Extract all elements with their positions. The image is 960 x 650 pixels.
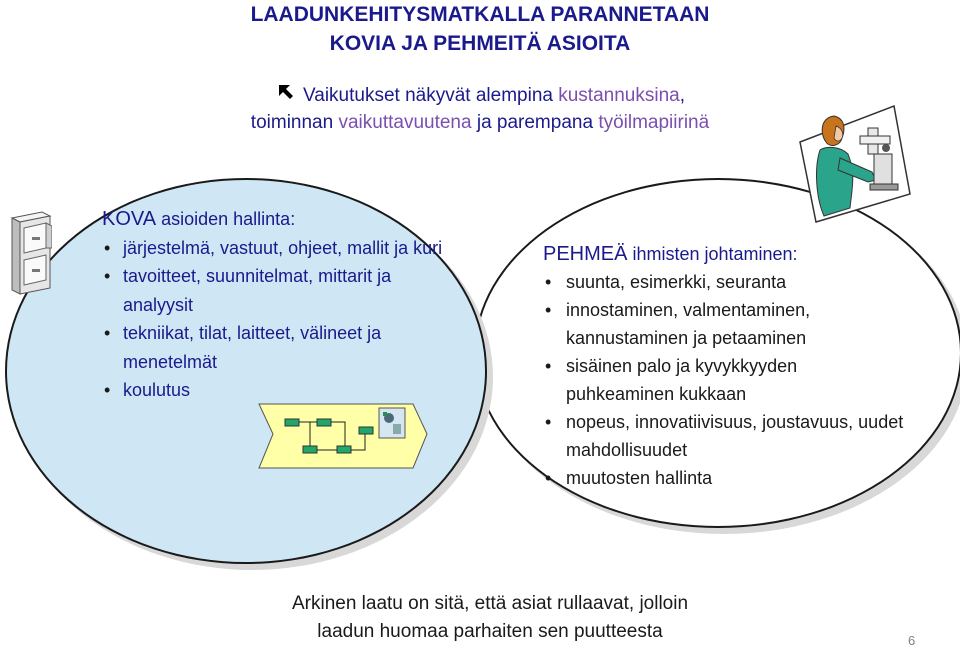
- pehmea-item: • suunta, esimerkki, seuranta: [543, 268, 943, 296]
- kova-heading-bold: KOVA: [102, 208, 157, 230]
- kova-item: • koulutus: [102, 376, 462, 405]
- process-flow-icon: [255, 400, 435, 477]
- arrow-up-left-icon: [275, 82, 297, 109]
- kova-list: [102, 234, 462, 405]
- pehmea-section: [543, 240, 943, 492]
- subtitle-text-1: Vaikutukset näkyvät alempina: [303, 85, 559, 106]
- subtitle-highlight-effectiveness: vaikuttavuutena: [338, 112, 472, 133]
- footer-statement: [0, 590, 960, 646]
- subtitle-highlight-atmosphere: työilmapiirinä: [598, 112, 710, 133]
- pehmea-heading-bold: PEHMEÄ: [543, 243, 628, 265]
- scientist-microscope-icon: [790, 98, 920, 233]
- title-line-2: KOVIA JA PEHMEITÄ ASIOITA: [329, 32, 631, 55]
- pehmea-list: [543, 268, 943, 492]
- kova-heading: [102, 205, 462, 234]
- kova-item: • tavoitteet, suunnitelmat, mittarit ja analyysit: [102, 262, 443, 319]
- kova-section: [102, 205, 462, 405]
- title-line-1: LAADUNKEHITYSMATKALLA PARANNETAAN: [250, 3, 710, 26]
- footer-line-1: Arkinen laatu on sitä, että asiat rullaavat, jolloin: [291, 593, 689, 614]
- file-cabinet-icon: [6, 208, 52, 301]
- footer-line-2: laadun huomaa parhaiten sen puutteesta: [317, 621, 663, 642]
- kova-item: • järjestelmä, vastuut, ohjeet, mallit ja kuri: [102, 234, 463, 263]
- kova-heading-rest: asioiden hallinta:: [156, 209, 296, 229]
- subtitle-highlight-costs: kustannuksina: [558, 85, 680, 106]
- kova-item: • tekniikat, tilat, laitteet, välineet ja menetelmät: [102, 319, 458, 376]
- pehmea-item: • nopeus, innovatiivisuus, joustavuus, uudet mahdollisuudet: [543, 408, 946, 464]
- pehmea-item: • sisäinen palo ja kyvykkyyden puhkeaminen kukkaan: [543, 352, 866, 408]
- subtitle-comma: ,: [679, 85, 685, 106]
- slide-title: [0, 0, 960, 58]
- pehmea-heading-rest: ihmisten johtaminen:: [627, 244, 798, 264]
- pehmea-item: • muutosten hallinta: [543, 464, 943, 492]
- page-number: 6: [908, 633, 916, 648]
- pehmea-item: • innostaminen, valmentaminen, kannustaminen ja petaaminen: [543, 296, 886, 352]
- subtitle-text-2: toiminnan: [250, 112, 339, 133]
- pehmea-heading: [543, 240, 943, 268]
- subtitle-text-3: ja parempana: [471, 112, 599, 133]
